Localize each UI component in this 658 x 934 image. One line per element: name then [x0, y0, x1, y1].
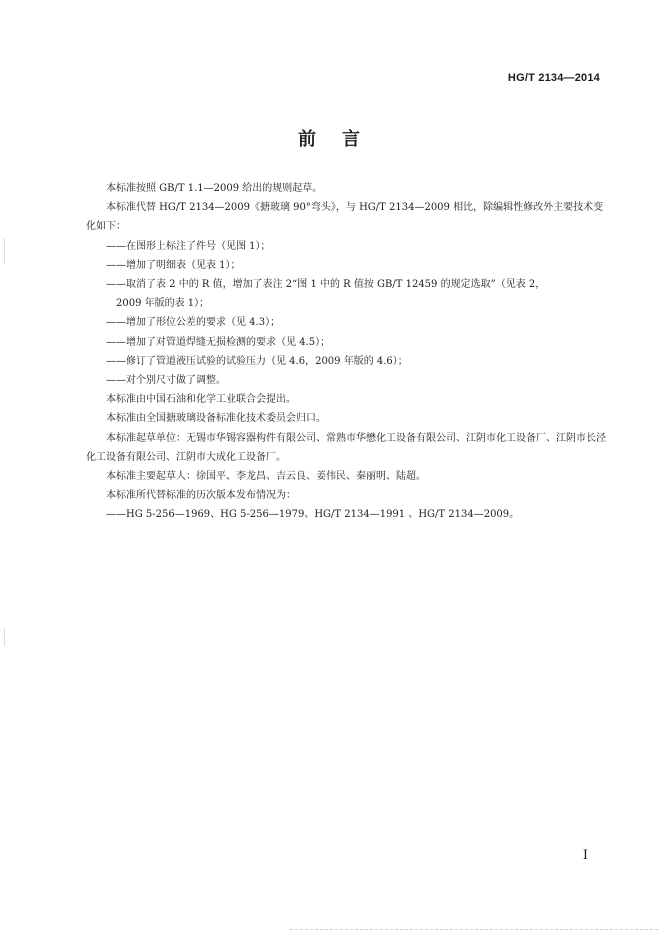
paragraph-proposer: 本标准由中国石油和化学工业联合会提出。 [106, 394, 296, 406]
list-item-change: ——取消了表 2 中的 R 值，增加了表注 2“图 1 中的 R 值按 GB/T 12459 的规定选取”（见表 2， [106, 279, 546, 291]
list-item-change: ——增加了明细表（见表 1）； [106, 259, 241, 271]
list-item-change: ——修订了管道液压试验的试验压力（见 4.6，2009 年版的 4.6）； [106, 355, 408, 367]
paragraph-drafters: 本标准主要起草人：徐国平、李龙昌、吉云良、姜伟民、秦丽明、陆超。 [106, 471, 426, 483]
scan-edge-mark [4, 238, 5, 264]
paragraph-replacement: 本标准代替 HG/T 2134—2009《搪玻璃 90°弯头》，与 HG/T 2134—2009 相比，除编辑性修改外主要技术变化如下： [86, 202, 604, 233]
paragraph-drafting-rules: 本标准按照 GB/T 1.1—2009 给出的规则起草。 [106, 183, 323, 194]
standard-number: HG/T 2134—2014 [507, 72, 600, 84]
paragraph-drafting-units: 本标准起草单位：无锡市华锡容器构件有限公司、常熟市华懋化工设备有限公司、江阴市化工设备厂、江阴市长泾化工设备有限公司、江阴市大成化工设备厂。 [86, 432, 606, 463]
scan-bottom-edge [290, 929, 658, 930]
paragraph-history-intro: 本标准所代替标准的历次版本发布情况为： [106, 490, 296, 502]
page-title: 前言 [298, 129, 386, 150]
list-item-change: ——增加了形位公差的要求（见 4.3）； [106, 317, 281, 329]
foreword-body [86, 179, 606, 525]
list-item-change: ——增加了对管道焊缝无损检测的要求（见 4.5）； [106, 336, 331, 348]
list-item-history: ——HG 5-256—1969、HG 5-256—1979、HG/T 2134—1991 、HG/T 2134—2009。 [106, 509, 520, 521]
list-item-change: ——对个别尺寸做了调整。 [106, 375, 226, 387]
scan-edge-mark [4, 628, 5, 646]
paragraph-committee: 本标准由全国搪玻璃设备标准化技术委员会归口。 [106, 413, 326, 425]
list-item-change: ——在图形上标注了件号（见图 1）； [106, 240, 271, 252]
page-number: I [582, 848, 588, 863]
list-item-change-continuation: 2009 年版的表 1）； [116, 298, 210, 310]
